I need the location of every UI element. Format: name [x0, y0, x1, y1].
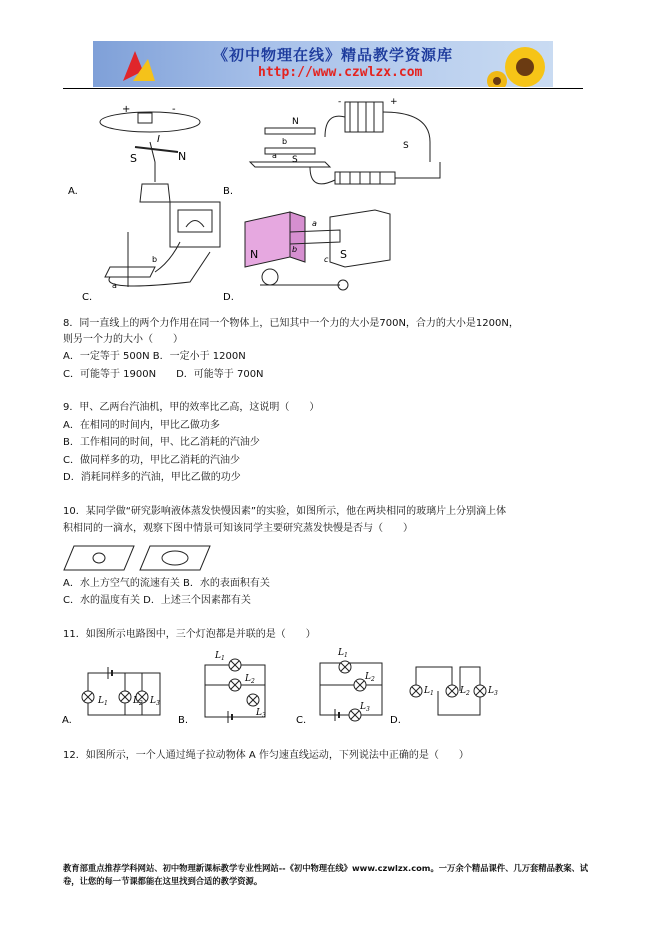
lamp-b-l1: $L_1$: [215, 651, 225, 662]
fig-b-n: N: [292, 117, 299, 127]
q9-option-a: A．在相同的时间内，甲比乙做功多: [63, 420, 220, 431]
figure-c-meter: [105, 202, 220, 287]
q9-stem: 9．甲、乙两台汽油机，甲的效率比乙高，这说明（ ）: [63, 402, 320, 413]
figure-b-electromagnet: [250, 102, 440, 184]
q10-options-line2: C．水的温度有关 D．上述三个因素都有关: [63, 595, 251, 606]
water-drop-large: [162, 551, 188, 565]
q10-stem-line1: 10．某同学做“研究影响液体蒸发快慢因素”的实验，如图所示，他在两块相同的玻璃片上分别滴上体: [63, 506, 507, 517]
q9-option-c: C．做同样多的功，甲比乙消耗的汽油少: [63, 455, 240, 466]
q10-glass-plates: [62, 544, 222, 572]
lamp-c-l1: $L_1$: [338, 648, 348, 659]
fig-b-a: a: [272, 151, 277, 160]
banner-url: http://www.czwlzx.com: [258, 65, 423, 80]
fig-b-minus: -: [338, 97, 342, 107]
lamp-c-l3: $L_3$: [360, 702, 370, 713]
fig-a-n: N: [178, 150, 187, 163]
q8-stem-line2: 则另一个力的大小（ ）: [63, 334, 183, 345]
fig-b-s: S: [292, 155, 298, 165]
fig-d-c: c: [324, 255, 329, 264]
fig-b-plus: +: [390, 97, 398, 107]
q12-stem: 12．如图所示，一个人通过绳子拉动物体 A 作匀速直线运动，下列说法中正确的是（ ）: [63, 750, 469, 761]
fig-b-b: b: [282, 137, 288, 146]
water-drop-small: [93, 553, 105, 563]
q10-stem-line2: 积相同的一滴水，观察下图中情景可知该同学主要研究蒸发快慢是否与（ ）: [63, 523, 413, 534]
fig-d-s: S: [340, 248, 347, 261]
q10-options-line1: A．水上方空气的流速有关 B．水的表面积有关: [63, 578, 270, 589]
lamp-b-l2: $L_2$: [245, 674, 255, 685]
lamp-c-l2: $L_2$: [365, 672, 375, 683]
lamp-b-l3: $L_3$: [256, 708, 266, 719]
circuit-option-d: D.: [390, 715, 401, 726]
logo-icon: [123, 51, 155, 81]
lamp-d-l2: $L_2$: [460, 686, 470, 697]
option-d-label: D.: [223, 292, 234, 303]
fig-b-switch: S: [403, 141, 409, 151]
figure-d-magnet-coil: [245, 210, 390, 290]
q8-stem-line1: 8．同一直线上的两个力作用在同一个物体上，已知其中一个力的大小是700N，合力的大小是1200N，: [63, 318, 519, 329]
q9-option-b: B．工作相同的时间，甲、比乙消耗的汽油少: [63, 437, 260, 448]
option-c-label: C.: [82, 292, 93, 303]
q7-figures: [60, 92, 480, 307]
fig-d-n: N: [250, 248, 259, 261]
lamp-a-l3: $L_3$: [150, 696, 160, 707]
option-a-label: A.: [68, 186, 78, 197]
q11-stem: 11．如图所示电路图中，三个灯泡都是并联的是（ ）: [63, 629, 316, 640]
circuit-option-c: C.: [296, 715, 307, 726]
lamp-a-l1: $L_1$: [98, 696, 108, 707]
circuit-option-a: A.: [62, 715, 72, 726]
fig-c-b: b: [152, 255, 158, 264]
lamp-d-l3: $L_3$: [488, 686, 498, 697]
q8-options-line2: C．可能等于 1900N D．可能等于 700N: [63, 369, 264, 380]
glass-plate-2: [140, 546, 210, 570]
fig-a-i: I: [157, 134, 160, 145]
option-b-label: B.: [223, 186, 234, 197]
fig-c-a: a: [112, 281, 117, 290]
header-rule: [63, 88, 583, 89]
fig-d-a: a: [312, 219, 317, 228]
footer-text: 教育部重点推荐学科网站、初中物理新课标教学专业性网站--《初中物理在线》www.czwlzx.com。一万余个精品课件、几万套精品教案、试卷，让您的每一节课都能在这里找到合适的教学资源。: [63, 863, 589, 886]
header-banner: [93, 41, 553, 87]
fig-a-plus: +: [122, 104, 131, 115]
q8-options-line1: A．一定等于 500N B．一定小于 1200N: [63, 351, 246, 362]
circuit-option-b: B.: [178, 715, 189, 726]
lamp-d-l1: $L_1$: [424, 686, 434, 697]
fig-a-minus: -: [172, 104, 176, 115]
sunflower-icon: [487, 47, 545, 87]
q11-circuits: [60, 645, 510, 730]
q9-option-d: D．消耗同样多的汽油，甲比乙做的功少: [63, 472, 241, 483]
lamp-a-l2: $L_2$: [133, 696, 143, 707]
fig-a-s: S: [130, 152, 137, 165]
banner-title: 《初中物理在线》精品教学资源库: [213, 46, 454, 64]
glass-plate-1: [64, 546, 134, 570]
fig-d-b: b: [292, 245, 298, 254]
